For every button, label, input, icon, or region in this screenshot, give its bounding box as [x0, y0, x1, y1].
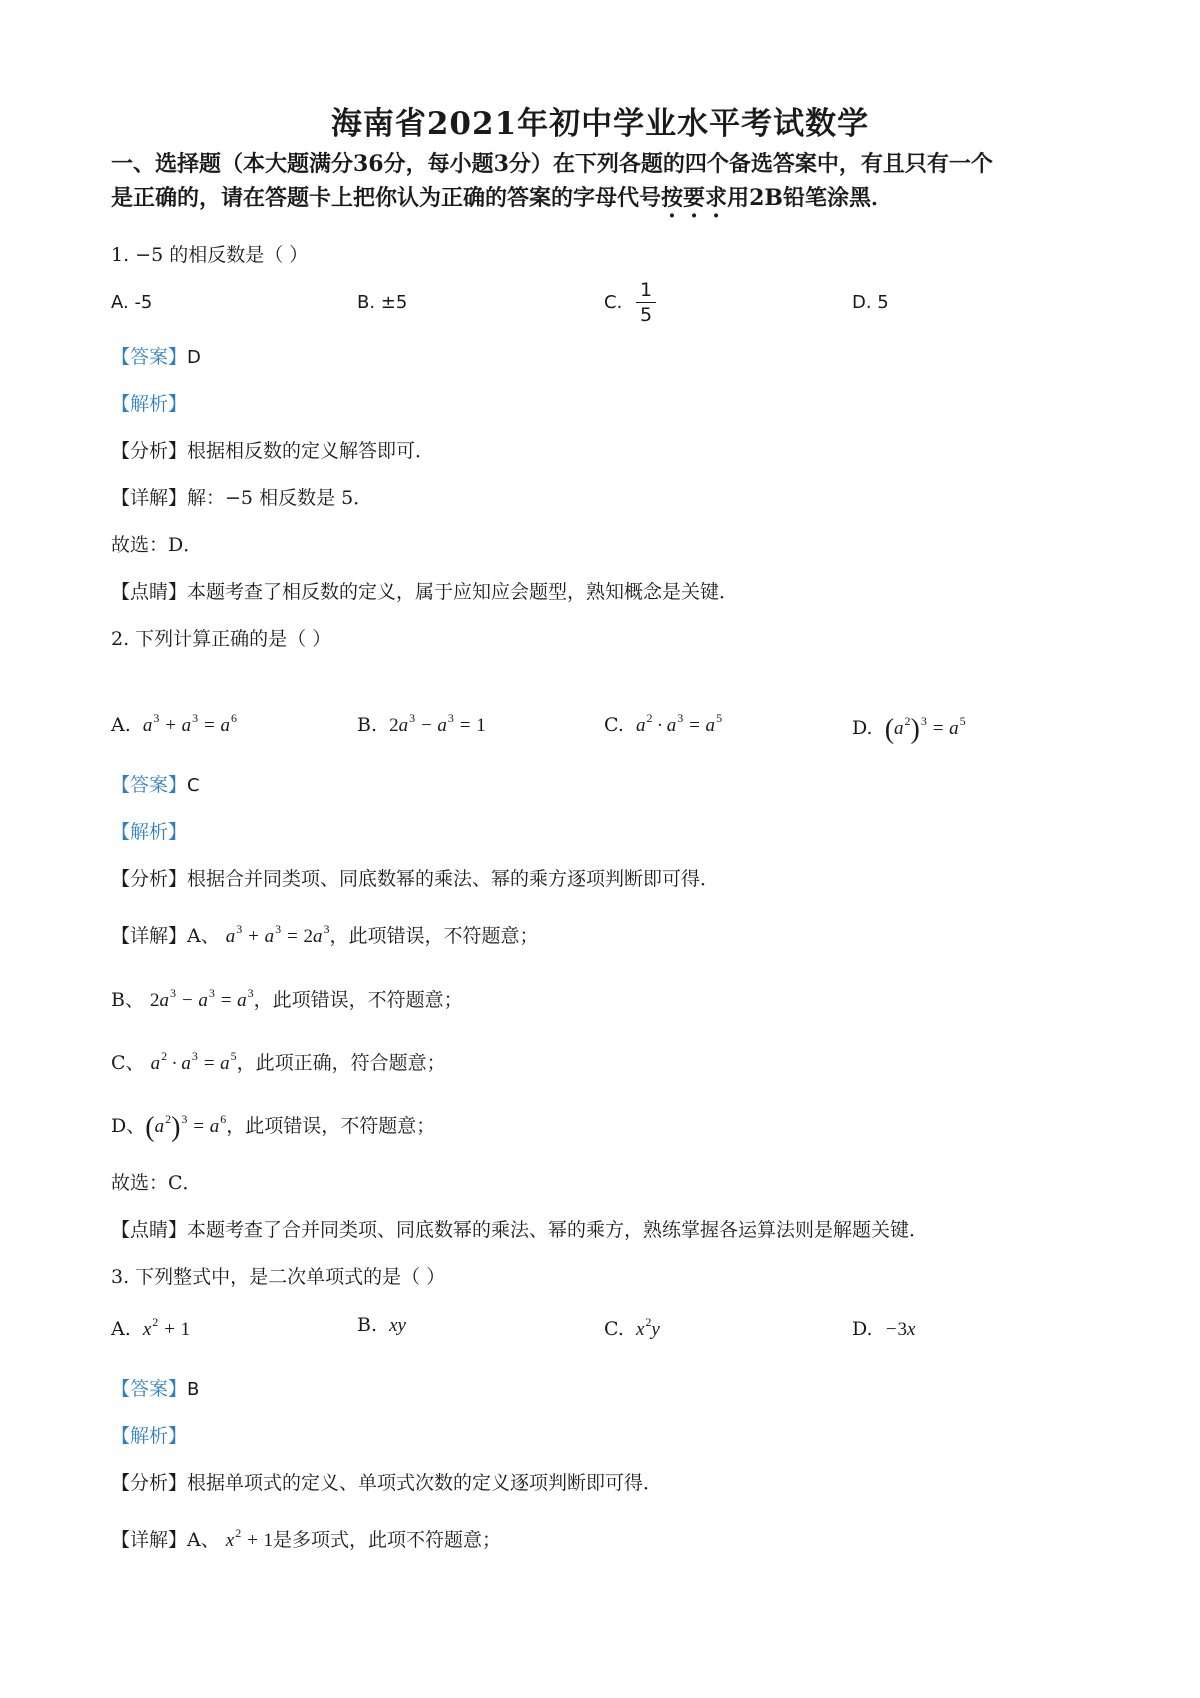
q1-option-c: C. $\frac{1}{5}$: [604, 278, 656, 327]
q2-option-c: C. $a^2 \cdot a^3 = a^5$: [604, 711, 723, 736]
q2-analysis: 【分析】根据合并同类项、同底数幂的乘法、幂的乘方逐项判断即可得．: [111, 868, 720, 890]
q2-choose: 故选：C．: [111, 1172, 202, 1194]
q1-comment: 【点睛】本题考查了相反数的定义，属于应知应会题型，熟知概念是关键．: [111, 581, 739, 603]
q1-detail: 【详解】解：−5 相反数是 5．: [111, 487, 373, 509]
q1-jiexi: 【解析】: [111, 393, 188, 415]
q1-option-a: A. -5: [111, 292, 153, 313]
q2-option-b: B. $2a^3 - a^3 = 1$: [357, 711, 486, 736]
q2-comment: 【点睛】本题考查了合并同类项、同底数幂的乘法、幂的乘方，熟练掌握各运算法则是解题关键．: [111, 1219, 929, 1241]
q2-jiexi: 【解析】: [111, 821, 188, 843]
q2-answer: 【答案】C: [111, 774, 200, 796]
q3-option-c: C. $x^2y$: [604, 1315, 660, 1340]
q1-analysis: 【分析】根据相反数的定义解答即可．: [111, 440, 435, 462]
q1-option-b: B. ±5: [357, 292, 408, 313]
q3-option-b: B. xy: [357, 1314, 406, 1336]
q3-option-d: D. −3x: [852, 1318, 916, 1340]
q2-detail-b: B、 $2a^3 - a^3 = a^3$，此项错误，不符题意；: [111, 986, 463, 1011]
emphasis-dots: 按要求: [661, 185, 728, 211]
q3-analysis: 【分析】根据单项式的定义、单项式次数的定义逐项判断即可得．: [111, 1472, 663, 1494]
q1-stem: 1. −5 的相反数是（ ）: [111, 244, 309, 266]
q2-detail-c: C、 $a^2 \cdot a^3 = a^5$，此项正确，符合题意；: [111, 1049, 446, 1074]
q2-stem: 2. 下列计算正确的是（ ）: [111, 628, 332, 650]
fraction-one-fifth: $\frac{1}{5}$: [636, 278, 656, 327]
section-instruction: [111, 147, 1111, 215]
page-title: 海南省2021年初中学业水平考试数学: [330, 106, 870, 142]
q1-choose: 故选：D．: [111, 534, 203, 556]
q3-option-a: A. $x^2 + 1$: [111, 1315, 191, 1340]
q2-detail-a: 【详解】A、 $a^3 + a^3 = 2a^3$，此项错误，不符题意；: [111, 922, 539, 947]
q3-stem: 3. 下列整式中，是二次单项式的是（ ）: [111, 1266, 446, 1288]
q1-option-d: D. 5: [852, 292, 889, 313]
q2-detail-d: D、$(a^2)^3 = a^6$，此项错误，不符题意；: [111, 1112, 436, 1143]
q3-jiexi: 【解析】: [111, 1425, 188, 1447]
section-line-2: 是正确的，请在答题卡上把你认为正确的答案的字母代号按要求用2B铅笔涂黑．: [111, 185, 893, 211]
q3-detail-a: 【详解】A、 $x^2 + 1$是多项式，此项不符题意；: [111, 1526, 502, 1551]
q1-answer: 【答案】D: [111, 346, 201, 368]
q2-option-a: A. $a^3 + a^3 = a^6$: [111, 711, 237, 736]
q2-option-d: D. $(a^2)^3 = a^5$: [852, 714, 966, 745]
q3-answer: 【答案】B: [111, 1378, 200, 1400]
section-line-1: 一、选择题（本大题满分36分，每小题3分）在下列各题的四个备选答案中，有且只有一个: [111, 151, 993, 177]
